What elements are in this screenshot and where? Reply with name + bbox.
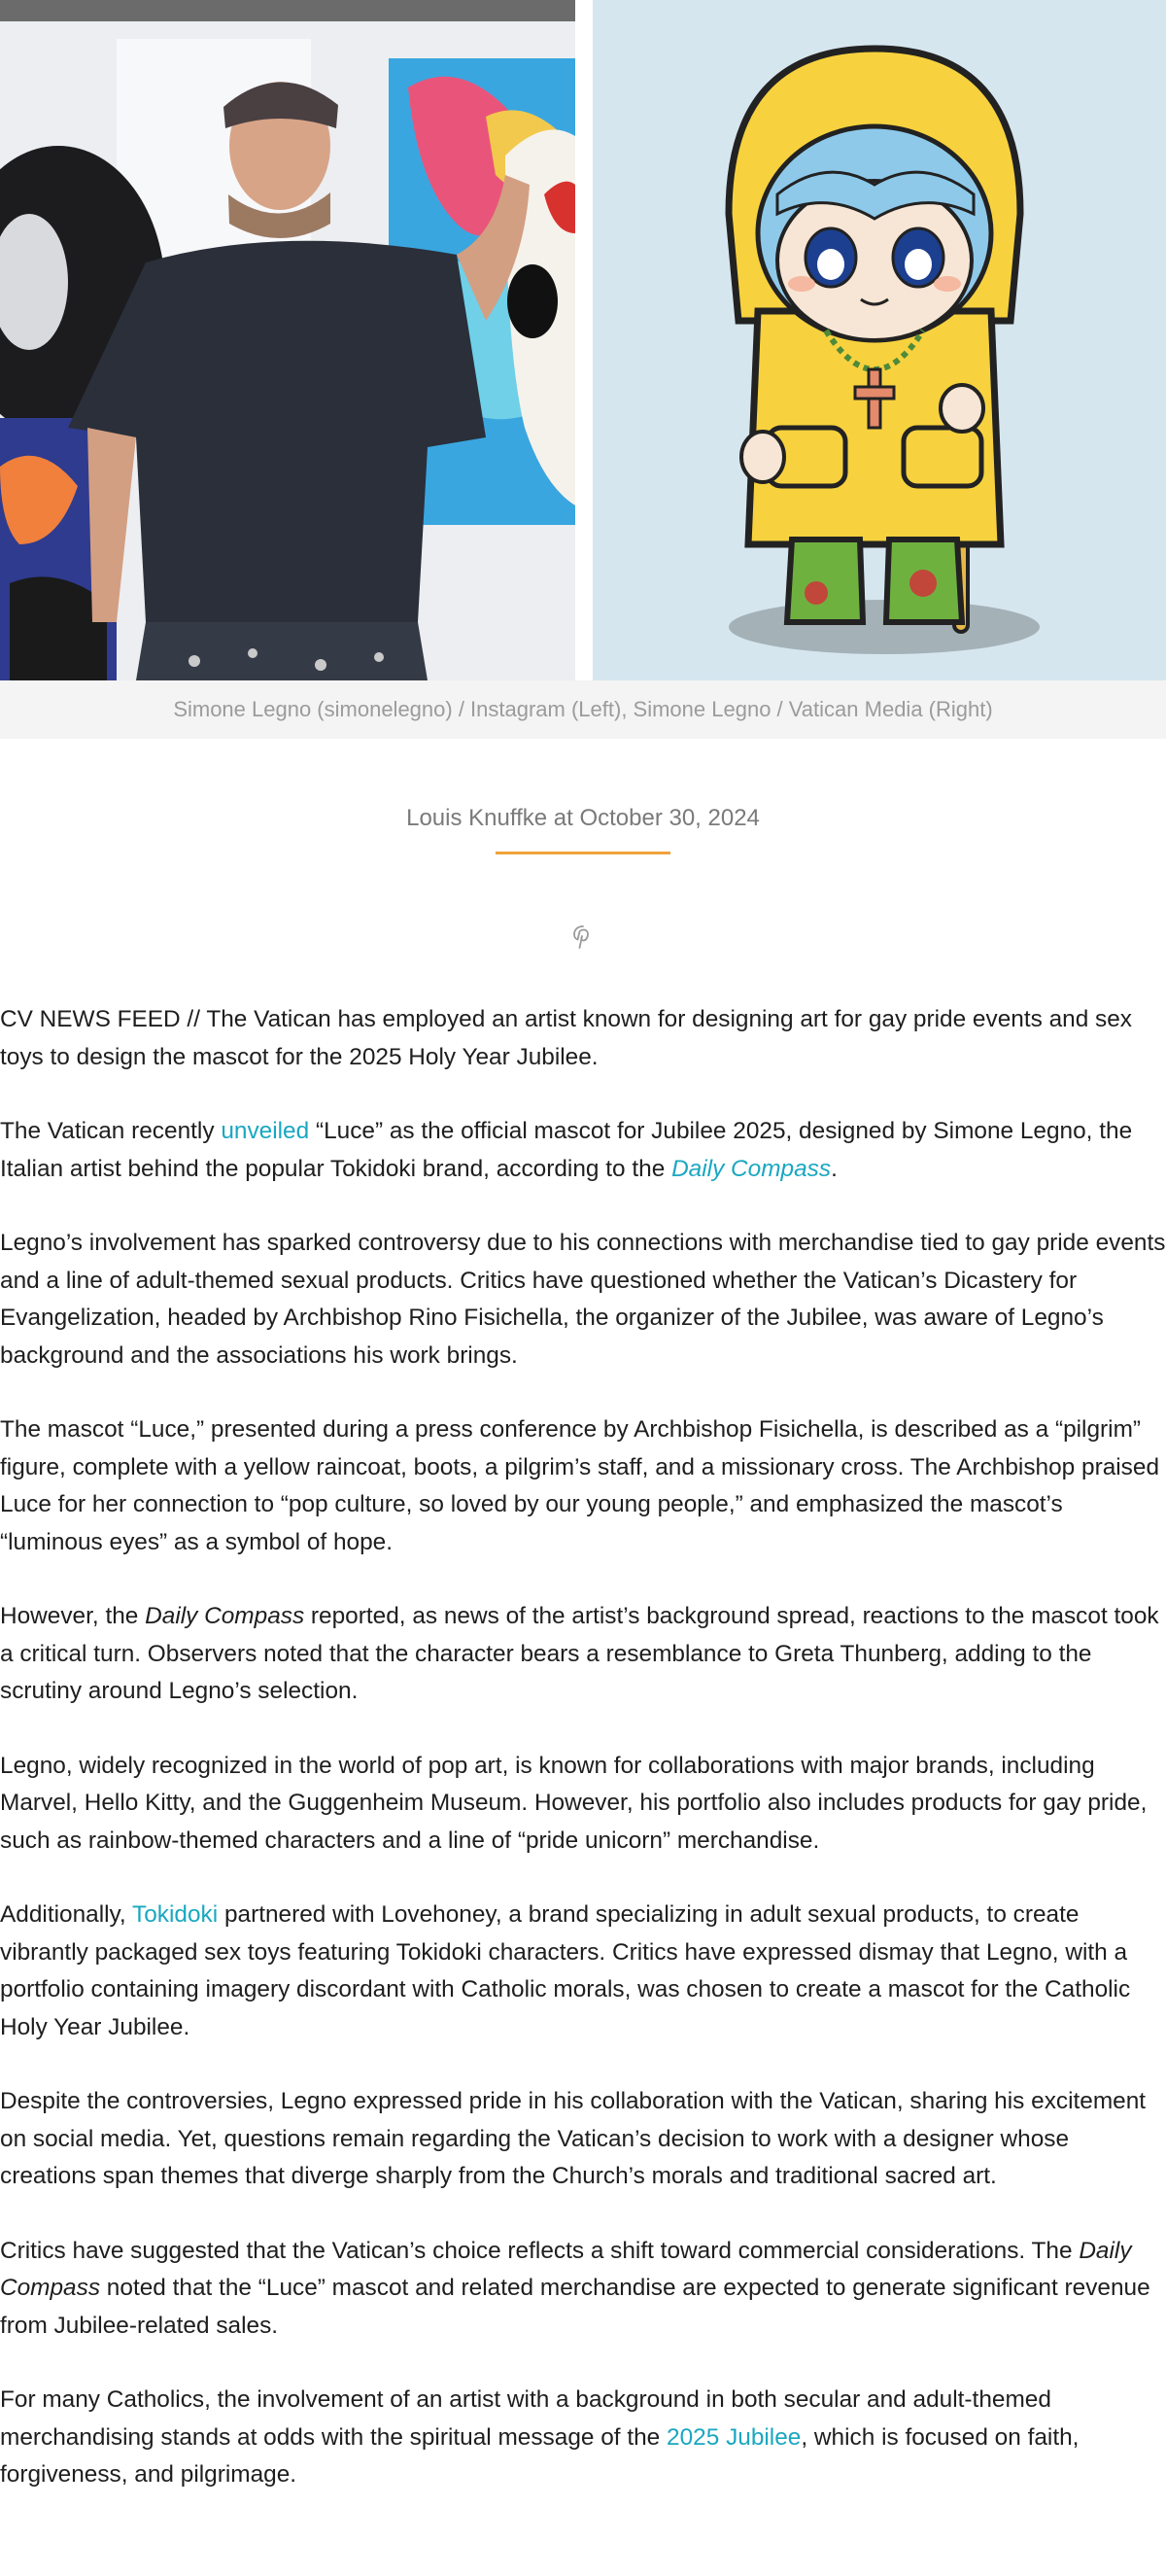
paragraph-5-text-a: However, the (0, 1603, 146, 1629)
paragraph-5-text-b: reported, as news of the artist’s background spread, reactions to the mascot took a critical turn. Observers noted that the character bears a resemblance to Greta Thunberg, adding to the scrutiny around Legno’s selection. (0, 1603, 1159, 1704)
paragraph-9 (0, 2233, 1166, 2346)
unveiled-link[interactable]: unveiled (221, 1118, 310, 1144)
paragraph-8: Despite the controversies, Legno expressed pride in his collaboration with the Vatican, sharing his excitement on social media. Yet, questions remain regarding the Vatican’s decision to work with a designer whose creations span themes that diverge sharply from the Church’s morals and traditional sacred art. (0, 2088, 1147, 2189)
author-date-byline: Louis Knuffke at October 30, 2024 (406, 805, 760, 831)
paragraph-7-text-b: partnered with Lovehoney, a brand specializing in adult sexual products, to create vibrantly packaged sex toys featuring Tokidoki characters. Critics have expressed dismay that Legno, with a portfolio containing imagery discordant with Catholic morals, was chosen to create a mascot for the Catholic Holy Year Jubilee. (0, 1901, 1131, 2040)
daily-compass-link[interactable] (671, 1156, 831, 1182)
daily-compass-italic: Daily Compass (145, 1603, 305, 1629)
mascot-illustration (593, 0, 1166, 680)
paragraph-10-text-b: , which is focused on faith, forgiveness, and pilgrimage. (0, 2423, 1080, 2488)
paragraph-2-text-a: The Vatican recently (0, 1118, 222, 1144)
daily-compass-link-text: Daily Compass (671, 1155, 832, 1182)
hero-image-pair (0, 0, 1166, 721)
article-body (0, 1001, 1166, 2531)
paragraph-2 (0, 1113, 1166, 1188)
byline-divider (496, 852, 670, 854)
paragraph-2-text-b: “Luce” as the official mascot for Jubilee 2025, designed by Simone Legno, the Italian artist behind the popular Tokidoki brand, according to the (0, 1118, 1133, 1182)
paragraph-6: Legno, widely recognized in the world of pop art, is known for collaborations with major brands, including Marvel, Hello Kitty, and the Guggenheim Museum. However, his portfolio also includes products for gay pride, such as rainbow-themed characters and a line of “pride unicorn” merchandise. (0, 1752, 1148, 1854)
paragraph-2-text-c: . (831, 1155, 838, 1182)
paragraph-7 (0, 1897, 1166, 2046)
artist-photo-illustration (0, 0, 575, 680)
paragraph-9-text-a: Critics have suggested that the Vatican’s choice reflects a shift toward commercial considerations. The (0, 2237, 1080, 2264)
image-caption: Simone Legno (simonelegno) / Instagram (Left), Simone Legno / Vatican Media (Right) (0, 680, 1166, 739)
paragraph-10 (0, 2382, 1166, 2494)
mascot-image (593, 0, 1166, 680)
paragraph-1: CV NEWS FEED // The Vatican has employed an artist known for designing art for gay pride events and sex toys to design the mascot for the 2025 Holy Year Jubilee. (0, 1006, 1132, 1070)
jubilee-2025-link[interactable]: 2025 Jubilee (667, 2423, 802, 2451)
pinterest-icon (567, 922, 599, 953)
pinterest-share-button[interactable] (567, 922, 599, 953)
paragraph-10-text-a: For many Catholics, the involvement of an artist with a background in both secular and adult-themed merchandising stands at odds with the spiritual message of the (0, 2386, 1051, 2451)
tokidoki-link[interactable]: Tokidoki (132, 1901, 219, 1928)
paragraph-7-text-a: Additionally, (0, 1901, 133, 1928)
artist-photo (0, 0, 575, 680)
paragraph-4: The mascot “Luce,” presented during a press conference by Archbishop Fisichella, is described as a “pilgrim” figure, complete with a yellow raincoat, boots, a pilgrim’s staff, and a missionary cross. The Archbishop praised Luce for her connection to “pop culture, so loved by our young people,” and emphasized the mascot’s “luminous eyes” as a symbol of hope. (0, 1416, 1160, 1555)
paragraph-9-text-b: noted that the “Luce” mascot and related merchandise are expected to generate significant revenue from Jubilee-related sales. (0, 2275, 1150, 2339)
paragraph-5 (0, 1598, 1166, 1711)
paragraph-3: Legno’s involvement has sparked controversy due to his connections with merchandise tied to gay pride events and a line of adult-themed sexual products. Critics have questioned whether the Vatican’s Dicastery for Evangelization, headed by Archbishop Rino Fisichella, the organizer of the Jubilee, was aware of Legno’s background and the associations his work brings. (0, 1230, 1166, 1369)
daily-compass-italic: Daily Compass (0, 2237, 1132, 2301)
